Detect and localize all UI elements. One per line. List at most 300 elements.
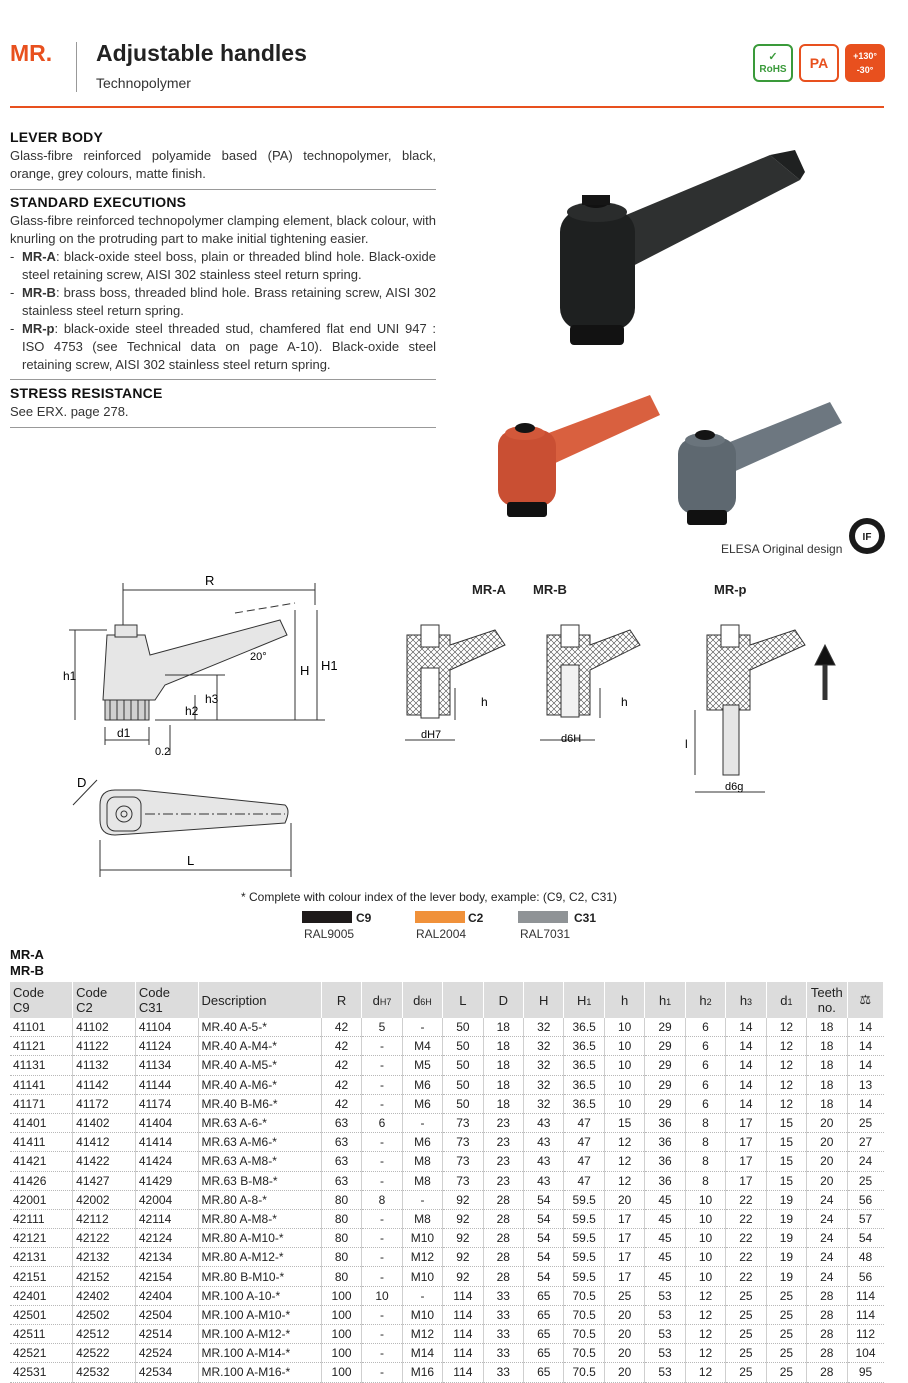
- dim-H1: H1: [321, 658, 338, 673]
- cell-R: 80: [321, 1267, 361, 1286]
- cell-h2: 6: [685, 1075, 725, 1094]
- cell-h3: 14: [726, 1075, 766, 1094]
- cell-R: 80: [321, 1209, 361, 1228]
- cell-dH7: 8: [362, 1190, 402, 1209]
- swatch-c9: [302, 911, 352, 923]
- swatch-c31-code: C31: [574, 911, 597, 925]
- cell-H: 43: [524, 1171, 564, 1190]
- cell-description: MR.40 A-M6-*: [198, 1075, 321, 1094]
- cell-R: 80: [321, 1190, 361, 1209]
- cell-H1: 70.5: [564, 1305, 604, 1324]
- dimensions-table: [10, 982, 884, 1383]
- cell-code-c31: 42534: [135, 1363, 198, 1382]
- dim-d6H: d6H: [561, 733, 582, 745]
- cell-teeth: 28: [807, 1286, 847, 1305]
- cell-code-c9: 42111: [10, 1209, 73, 1228]
- cell-D: 18: [483, 1018, 523, 1037]
- cell-h2: 12: [685, 1305, 725, 1324]
- cell-code-c31: 41124: [135, 1037, 198, 1056]
- dim-D: D: [77, 775, 87, 790]
- cell-H: 54: [524, 1229, 564, 1248]
- exec-item-mrp: - MR-p: black-oxide steel threaded stud, chamfered flat end UNI 947 : ISO 4753 (see Technical data on page A-10). Black-oxide steel retaining screw, AISI 302 stainless steel return spring.: [10, 321, 436, 372]
- swatch-c9-code: C9: [356, 911, 372, 925]
- cell-R: 63: [321, 1152, 361, 1171]
- rohs-label: RoHS: [759, 63, 787, 75]
- cell-code-c2: 42522: [73, 1344, 136, 1363]
- cell-d1: 12: [766, 1075, 806, 1094]
- cell-D: 28: [483, 1190, 523, 1209]
- cell-H1: 59.5: [564, 1267, 604, 1286]
- cell-d6H: -: [402, 1113, 442, 1132]
- cell-h3: 22: [726, 1229, 766, 1248]
- cell-weight: 56: [847, 1190, 883, 1209]
- cell-code-c2: 42502: [73, 1305, 136, 1324]
- cell-teeth: 24: [807, 1209, 847, 1228]
- cell-d6H: M8: [402, 1152, 442, 1171]
- dim-angle: 20°: [250, 651, 267, 663]
- cell-h: 10: [604, 1056, 644, 1075]
- cell-h2: 6: [685, 1094, 725, 1113]
- cell-h2: 8: [685, 1152, 725, 1171]
- rohs-badge: [753, 44, 793, 82]
- cell-L: 114: [443, 1286, 483, 1305]
- cell-R: 42: [321, 1018, 361, 1037]
- cell-H1: 47: [564, 1113, 604, 1132]
- cell-teeth: 28: [807, 1344, 847, 1363]
- cell-code-c2: 41102: [73, 1018, 136, 1037]
- cell-D: 33: [483, 1344, 523, 1363]
- cell-teeth: 18: [807, 1018, 847, 1037]
- cell-code-c9: 41421: [10, 1152, 73, 1171]
- cell-d6H: M6: [402, 1094, 442, 1113]
- cell-R: 42: [321, 1056, 361, 1075]
- cell-H1: 59.5: [564, 1229, 604, 1248]
- swatch-c2: [415, 911, 465, 923]
- cell-code-c2: 42532: [73, 1363, 136, 1382]
- cell-H: 43: [524, 1133, 564, 1152]
- black-handle-image: [560, 150, 805, 345]
- cell-R: 100: [321, 1344, 361, 1363]
- col-R: R: [321, 982, 361, 1018]
- cell-H: 54: [524, 1209, 564, 1228]
- cell-code-c2: 42512: [73, 1325, 136, 1344]
- cell-dH7: -: [362, 1267, 402, 1286]
- cell-code-c31: 42504: [135, 1305, 198, 1324]
- cell-d1: 15: [766, 1113, 806, 1132]
- cell-dH7: 5: [362, 1018, 402, 1037]
- cell-description: MR.63 B-M8-*: [198, 1171, 321, 1190]
- cell-L: 114: [443, 1363, 483, 1382]
- grey-handle-image: [678, 402, 842, 525]
- cell-description: MR.63 A-M8-*: [198, 1152, 321, 1171]
- cell-H1: 36.5: [564, 1018, 604, 1037]
- cell-code-c9: 42121: [10, 1229, 73, 1248]
- cell-h1: 53: [645, 1363, 685, 1382]
- cell-R: 80: [321, 1248, 361, 1267]
- cell-R: 100: [321, 1363, 361, 1382]
- cell-h3: 17: [726, 1171, 766, 1190]
- cell-H: 32: [524, 1037, 564, 1056]
- cell-teeth: 20: [807, 1152, 847, 1171]
- cell-description: MR.80 B-M10-*: [198, 1267, 321, 1286]
- cell-description: MR.40 A-M5-*: [198, 1056, 321, 1075]
- cell-L: 92: [443, 1229, 483, 1248]
- col-description: Description: [198, 982, 321, 1018]
- cell-h2: 12: [685, 1325, 725, 1344]
- cell-L: 114: [443, 1305, 483, 1324]
- cell-code-c2: 41427: [73, 1171, 136, 1190]
- side-view-drawing: [55, 565, 365, 885]
- cell-H: 43: [524, 1152, 564, 1171]
- colour-note: * Complete with colour index of the lever body, example: (C9, C2, C31): [241, 890, 617, 904]
- cell-d6H: M10: [402, 1305, 442, 1324]
- cell-h1: 53: [645, 1286, 685, 1305]
- cell-h: 10: [604, 1094, 644, 1113]
- cell-h2: 8: [685, 1113, 725, 1132]
- brand-code: MR.: [10, 40, 53, 66]
- cell-d6H: M12: [402, 1325, 442, 1344]
- cell-d1: 12: [766, 1094, 806, 1113]
- cell-h1: 45: [645, 1190, 685, 1209]
- cell-teeth: 24: [807, 1267, 847, 1286]
- cell-L: 114: [443, 1344, 483, 1363]
- cell-D: 23: [483, 1133, 523, 1152]
- cell-h1: 29: [645, 1056, 685, 1075]
- cell-teeth: 20: [807, 1171, 847, 1190]
- lever-body-heading: LEVER BODY: [10, 129, 104, 145]
- col-h: h: [604, 982, 644, 1018]
- cell-code-c2: 42112: [73, 1209, 136, 1228]
- cell-h2: 8: [685, 1133, 725, 1152]
- product-photos: [470, 140, 890, 560]
- cell-h2: 12: [685, 1344, 725, 1363]
- page-title: Adjustable handles: [96, 40, 307, 66]
- cell-description: MR.63 A-M6-*: [198, 1133, 321, 1152]
- cell-d6H: M10: [402, 1229, 442, 1248]
- cell-d6H: -: [402, 1018, 442, 1037]
- dim-d6g: d6g: [725, 781, 744, 793]
- cell-code-c2: 42132: [73, 1248, 136, 1267]
- cell-d1: 25: [766, 1363, 806, 1382]
- cell-code-c9: 42501: [10, 1305, 73, 1324]
- dim-l: l: [685, 737, 688, 751]
- cell-dH7: -: [362, 1305, 402, 1324]
- dim-h-mra: h: [481, 695, 488, 709]
- cell-weight: 25: [847, 1113, 883, 1132]
- cell-d6H: M8: [402, 1209, 442, 1228]
- col-d1: d1: [766, 982, 806, 1018]
- header-rule: [10, 106, 884, 108]
- cell-code-c2: 42122: [73, 1229, 136, 1248]
- cell-H: 65: [524, 1344, 564, 1363]
- table-row: [10, 1094, 884, 1113]
- cell-d6H: M6: [402, 1133, 442, 1152]
- cell-d1: 19: [766, 1248, 806, 1267]
- cell-dH7: -: [362, 1209, 402, 1228]
- col-h3: h3: [726, 982, 766, 1018]
- col-code-c31: Code C31: [135, 982, 198, 1018]
- cell-h3: 14: [726, 1018, 766, 1037]
- cell-description: MR.40 B-M6-*: [198, 1094, 321, 1113]
- cell-d6H: M10: [402, 1267, 442, 1286]
- table-row: [10, 1286, 884, 1305]
- cell-h: 17: [604, 1267, 644, 1286]
- cell-h2: 10: [685, 1248, 725, 1267]
- cell-teeth: 20: [807, 1113, 847, 1132]
- cell-description: MR.80 A-M12-*: [198, 1248, 321, 1267]
- stress-resistance-text: See ERX. page 278.: [10, 404, 129, 419]
- exec-item-mra: - MR-A: black-oxide steel boss, plain or threaded blind hole. Black-oxide steel retaining screw, AISI 302 stainless steel return spring.: [10, 249, 436, 282]
- cell-code-c2: 41132: [73, 1056, 136, 1075]
- cell-H1: 70.5: [564, 1286, 604, 1305]
- cell-description: MR.100 A-10-*: [198, 1286, 321, 1305]
- table-row: [10, 1171, 884, 1190]
- cell-H1: 36.5: [564, 1094, 604, 1113]
- cell-h2: 6: [685, 1056, 725, 1075]
- cell-H: 32: [524, 1056, 564, 1075]
- cell-dH7: -: [362, 1229, 402, 1248]
- cell-D: 28: [483, 1209, 523, 1228]
- cell-code-c2: 42002: [73, 1190, 136, 1209]
- page-subtitle: Technopolymer: [96, 75, 191, 91]
- cell-D: 23: [483, 1152, 523, 1171]
- cell-weight: 27: [847, 1133, 883, 1152]
- cell-code-c31: 42134: [135, 1248, 198, 1267]
- cell-h: 12: [604, 1171, 644, 1190]
- cell-d6H: M12: [402, 1248, 442, 1267]
- orange-handle-image: [498, 395, 660, 517]
- cell-weight: 25: [847, 1171, 883, 1190]
- cell-d1: 19: [766, 1229, 806, 1248]
- table-row: [10, 1267, 884, 1286]
- cell-d6H: M8: [402, 1171, 442, 1190]
- cell-h: 15: [604, 1113, 644, 1132]
- dim-h1: h1: [63, 669, 77, 683]
- cell-D: 18: [483, 1075, 523, 1094]
- swatch-c2-ral: RAL2004: [416, 927, 467, 941]
- cell-h1: 53: [645, 1344, 685, 1363]
- col-code-c9: Code C9: [10, 982, 73, 1018]
- cell-d1: 19: [766, 1190, 806, 1209]
- cell-H1: 70.5: [564, 1325, 604, 1344]
- cell-code-c31: 41404: [135, 1113, 198, 1132]
- check-icon: ✓: [768, 50, 778, 63]
- standard-executions-heading: STANDARD EXECUTIONS: [10, 194, 187, 210]
- cell-h3: 25: [726, 1344, 766, 1363]
- table-row: [10, 1190, 884, 1209]
- cell-h3: 14: [726, 1094, 766, 1113]
- cell-dH7: -: [362, 1171, 402, 1190]
- cell-code-c2: 41412: [73, 1133, 136, 1152]
- cell-h1: 36: [645, 1133, 685, 1152]
- cell-h3: 25: [726, 1325, 766, 1344]
- cell-H: 65: [524, 1305, 564, 1324]
- cell-R: 42: [321, 1094, 361, 1113]
- cell-teeth: 18: [807, 1056, 847, 1075]
- cell-code-c9: 42531: [10, 1363, 73, 1382]
- cell-code-c2: 41142: [73, 1075, 136, 1094]
- table-row: [10, 1305, 884, 1324]
- cell-code-c31: 41174: [135, 1094, 198, 1113]
- cell-h1: 45: [645, 1229, 685, 1248]
- cell-L: 73: [443, 1133, 483, 1152]
- cell-code-c31: 41104: [135, 1018, 198, 1037]
- cell-L: 50: [443, 1037, 483, 1056]
- cell-code-c31: 42514: [135, 1325, 198, 1344]
- cell-h1: 29: [645, 1037, 685, 1056]
- cell-h1: 29: [645, 1094, 685, 1113]
- cell-h1: 36: [645, 1152, 685, 1171]
- cell-d1: 12: [766, 1018, 806, 1037]
- table-row: [10, 1113, 884, 1132]
- cell-h3: 25: [726, 1305, 766, 1324]
- cell-h: 17: [604, 1209, 644, 1228]
- cell-h1: 45: [645, 1248, 685, 1267]
- cell-h: 17: [604, 1248, 644, 1267]
- cell-h: 12: [604, 1133, 644, 1152]
- dim-H: H: [300, 663, 310, 678]
- col-H: H: [524, 982, 564, 1018]
- dim-h3: h3: [205, 692, 219, 706]
- cell-description: MR.100 A-M12-*: [198, 1325, 321, 1344]
- table-title-mra: MR-A: [10, 947, 44, 962]
- cell-weight: 114: [847, 1286, 883, 1305]
- col-dH7: dH7: [362, 982, 402, 1018]
- cell-h3: 17: [726, 1113, 766, 1132]
- cell-h1: 36: [645, 1171, 685, 1190]
- temperature-badge: [845, 44, 885, 82]
- cell-teeth: 18: [807, 1075, 847, 1094]
- col-D: D: [483, 982, 523, 1018]
- col-H1: H1: [564, 982, 604, 1018]
- cell-weight: 114: [847, 1305, 883, 1324]
- cell-code-c2: 41422: [73, 1152, 136, 1171]
- cell-d6H: M14: [402, 1344, 442, 1363]
- cell-H1: 36.5: [564, 1075, 604, 1094]
- cell-description: MR.80 A-8-*: [198, 1190, 321, 1209]
- temp-low: -30°: [856, 65, 874, 75]
- cell-H1: 59.5: [564, 1248, 604, 1267]
- cell-H1: 70.5: [564, 1363, 604, 1382]
- cell-H1: 70.5: [564, 1344, 604, 1363]
- cell-teeth: 28: [807, 1305, 847, 1324]
- cell-h: 20: [604, 1325, 644, 1344]
- cell-code-c31: 42404: [135, 1286, 198, 1305]
- col-code-c2: Code C2: [73, 982, 136, 1018]
- label-mra: MR-A: [472, 582, 506, 597]
- col-L: L: [443, 982, 483, 1018]
- cell-dH7: 6: [362, 1113, 402, 1132]
- cell-weight: 24: [847, 1152, 883, 1171]
- label-mrp: MR-p: [714, 582, 747, 597]
- cell-d1: 25: [766, 1305, 806, 1324]
- cell-d1: 25: [766, 1325, 806, 1344]
- cell-description: MR.40 A-M4-*: [198, 1037, 321, 1056]
- cell-code-c2: 41402: [73, 1113, 136, 1132]
- col-h1: h1: [645, 982, 685, 1018]
- cell-code-c31: 42154: [135, 1267, 198, 1286]
- cell-dH7: -: [362, 1133, 402, 1152]
- dim-R: R: [205, 573, 215, 588]
- cell-d1: 15: [766, 1171, 806, 1190]
- cell-dH7: -: [362, 1037, 402, 1056]
- swatch-c2-code: C2: [468, 911, 484, 925]
- cell-H: 32: [524, 1075, 564, 1094]
- cell-H1: 36.5: [564, 1037, 604, 1056]
- divider: [10, 379, 436, 380]
- cell-dH7: 10: [362, 1286, 402, 1305]
- cell-code-c9: 42151: [10, 1267, 73, 1286]
- cell-h2: 12: [685, 1363, 725, 1382]
- cell-d6H: -: [402, 1190, 442, 1209]
- cell-h3: 22: [726, 1190, 766, 1209]
- cell-H1: 47: [564, 1133, 604, 1152]
- header-divider: [76, 42, 77, 92]
- cell-d1: 19: [766, 1267, 806, 1286]
- dim-gap: 0.2: [155, 746, 171, 758]
- cell-L: 50: [443, 1075, 483, 1094]
- cell-h2: 6: [685, 1018, 725, 1037]
- cell-weight: 57: [847, 1209, 883, 1228]
- cell-L: 50: [443, 1056, 483, 1075]
- cell-description: MR.100 A-M14-*: [198, 1344, 321, 1363]
- cell-h3: 14: [726, 1037, 766, 1056]
- cell-dH7: -: [362, 1344, 402, 1363]
- cell-code-c31: 42004: [135, 1190, 198, 1209]
- cell-weight: 48: [847, 1248, 883, 1267]
- label-mrb: MR-B: [533, 582, 567, 597]
- dim-d1: d1: [117, 726, 131, 740]
- cell-h2: 10: [685, 1229, 725, 1248]
- cell-D: 18: [483, 1094, 523, 1113]
- cell-h2: 10: [685, 1267, 725, 1286]
- cell-h: 10: [604, 1075, 644, 1094]
- cell-description: MR.40 A-5-*: [198, 1018, 321, 1037]
- cell-code-c9: 41121: [10, 1037, 73, 1056]
- cell-weight: 14: [847, 1094, 883, 1113]
- cell-L: 73: [443, 1113, 483, 1132]
- cell-code-c2: 42402: [73, 1286, 136, 1305]
- cell-R: 42: [321, 1037, 361, 1056]
- cell-weight: 13: [847, 1075, 883, 1094]
- table-row: [10, 1018, 884, 1037]
- cell-d6H: M4: [402, 1037, 442, 1056]
- cell-dH7: -: [362, 1248, 402, 1267]
- cell-H: 65: [524, 1363, 564, 1382]
- cell-code-c9: 41141: [10, 1075, 73, 1094]
- cell-teeth: 28: [807, 1325, 847, 1344]
- cell-teeth: 18: [807, 1037, 847, 1056]
- cell-L: 73: [443, 1171, 483, 1190]
- cell-D: 18: [483, 1037, 523, 1056]
- cell-h2: 12: [685, 1286, 725, 1305]
- cell-D: 23: [483, 1171, 523, 1190]
- dim-L: L: [187, 853, 195, 868]
- cell-h: 10: [604, 1037, 644, 1056]
- cell-d6H: M5: [402, 1056, 442, 1075]
- table-row: [10, 1229, 884, 1248]
- cell-description: MR.100 A-M16-*: [198, 1363, 321, 1382]
- col-d6H: d6H: [402, 982, 442, 1018]
- cell-L: 92: [443, 1190, 483, 1209]
- cell-teeth: 24: [807, 1248, 847, 1267]
- cell-h: 17: [604, 1229, 644, 1248]
- cell-H: 43: [524, 1113, 564, 1132]
- cell-code-c2: 41172: [73, 1094, 136, 1113]
- cell-dH7: -: [362, 1363, 402, 1382]
- cell-weight: 14: [847, 1056, 883, 1075]
- table-row: [10, 1133, 884, 1152]
